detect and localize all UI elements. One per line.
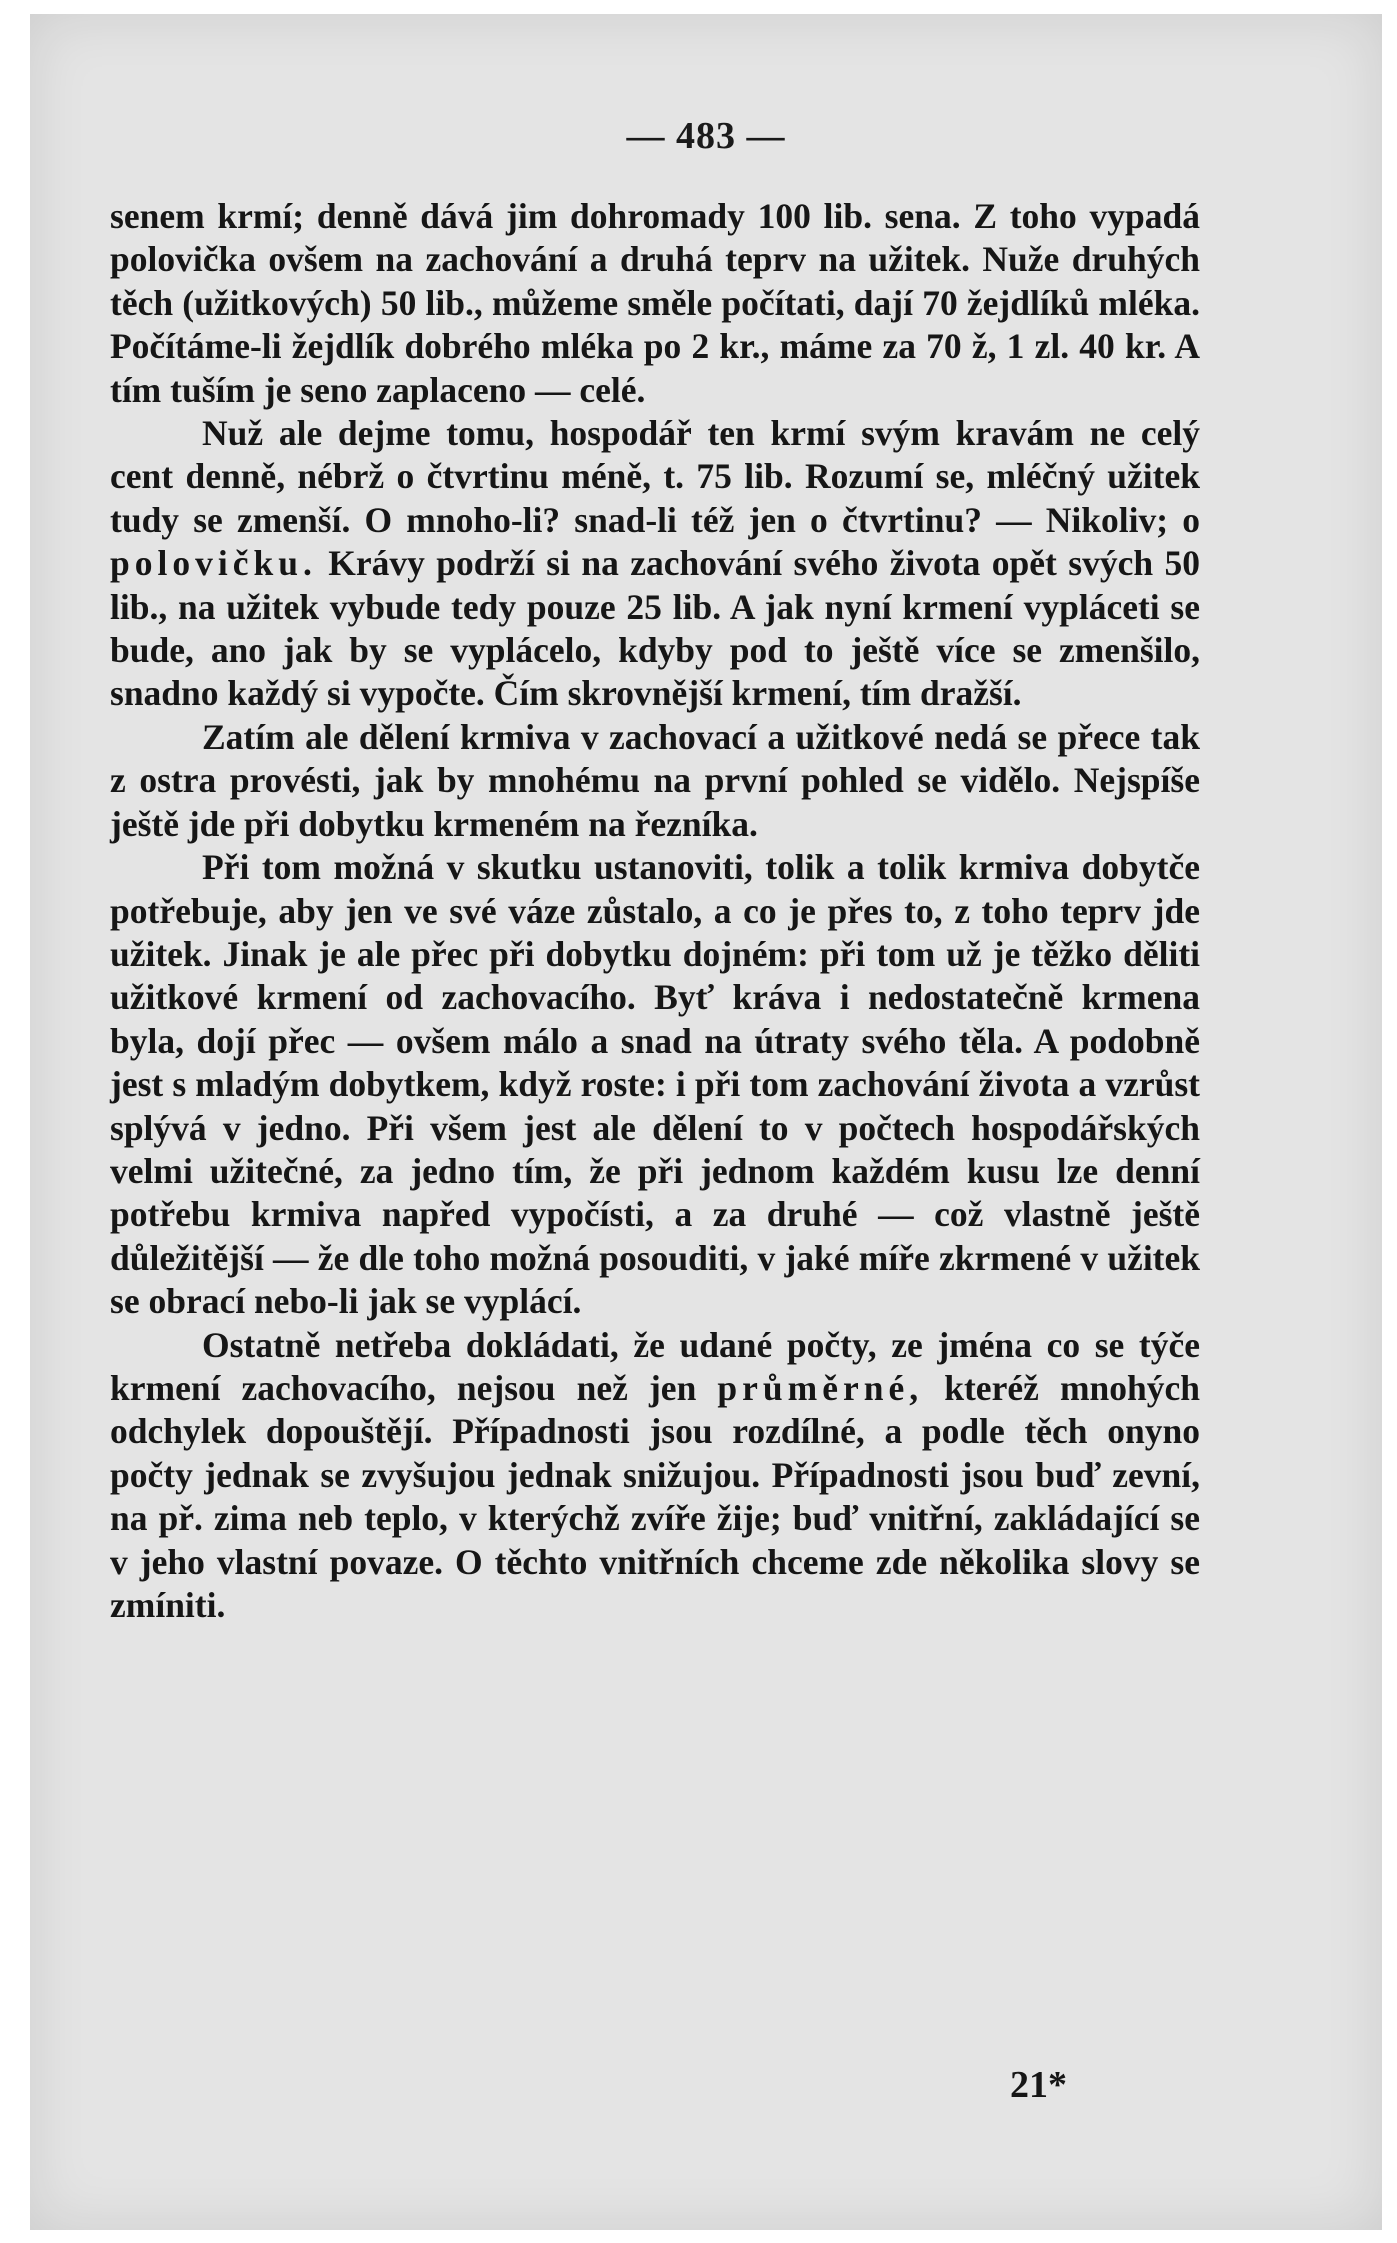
paragraph-2 xyxy=(110,412,1200,716)
body-text xyxy=(110,195,1200,1627)
paragraph-1: senem krmí; denně dává jim dohromady 100 lib. sena. Z toho vypadá polovička ovšem na zachování a druhá teprv na užitek. Nuže druhých těch (užitkových) 50 lib., můžeme směle počítati, dají 70 žejdlíků mléka. Počítáme-li žejdlík dobrého mléka po 2 kr., máme za 70 ž, 1 zl. 40 kr. A tím tuším je seno zaplaceno — celé. xyxy=(110,196,1200,410)
paragraph-5-text-b: kteréž mnohých odchylek dopouštějí. Případnosti jsou rozdílné, a podle těch onyno počty jednak se zvyšujou jednak snižujou. Případnosti jsou buď zevní, na př. zima neb teplo, v kterýchž zvíře žije; buď vnitřní, zakládající se v jeho vlastní povaze. O těchto vnitřních chceme zde několika slovy se zmíniti. xyxy=(110,1367,1201,1625)
paragraph-5 xyxy=(110,1324,1200,1628)
paragraph-4: Při tom možná v skutku ustanoviti, tolik a tolik krmiva dobytče potřebuje, aby jen ve své váze zůstalo, a co je přes to, z toho teprv jde užitek. Jinak je ale přec při dobytku dojném: při tom už je těžko děliti užitkové krmení od zachovacího. Byť kráva i nedostatečně krmena byla, dojí přec — ovšem málo a snad na útraty svého těla. A podobně jest s mladým dobytkem, když roste: i při tom zachování života a vzrůst splývá v jedno. Při všem jest ale dělení to v počtech hospodářských velmi užitečné, za jedno tím, že při jednom každém kusu lze denní potřebu krmiva napřed vypočísti, a za druhé — což vlastně ještě důležitější — že dle toho možná posouditi, v jaké míře zkrmené v užitek se obrací nebo-li jak se vyplácí. xyxy=(110,847,1200,1322)
paragraph-2-text-b: Krávy podrží si na zachování svého života opět svých 50 lib., na užitek vybude tedy pouze 25 lib. A jak nyní krmení vypláceti se bude, ano jak by se vyplácelo, kdyby pod to ještě více se zmenšilo, snadno každý si vypočte. Čím skrovnější krmení, tím dražší. xyxy=(110,543,1200,714)
paragraph-5-text-a: Ostatně netřeba dokládati, že udané počty, ze jména co se týče krmení zachovacího, nejsou než jen xyxy=(110,1324,1200,1408)
page-number: — 483 — xyxy=(626,115,786,157)
paragraph-2-emphasis: polovičku. xyxy=(110,543,317,584)
paragraph-5-emphasis: průměrné, xyxy=(717,1367,924,1408)
signature-mark: 21* xyxy=(1010,2064,1067,2106)
paragraph-2-text-a: Nuž ale dejme tomu, hospodář ten krmí svým kravám ne celý cent denně, nébrž o čtvrtinu méně, t. 75 lib. Rozumí se, mléčný užitek tudy se zmenší. O mnoho-li? snad-li též jen o čtvrtinu? — Nikoliv; o xyxy=(110,413,1200,540)
paragraph-3: Zatím ale dělení krmiva v zachovací a užitkové nedá se přece tak z ostra provésti, jak by mnohému na první pohled se vidělo. Nejspíše ještě jde při dobytku krmeném na řezníka. xyxy=(110,716,1200,844)
